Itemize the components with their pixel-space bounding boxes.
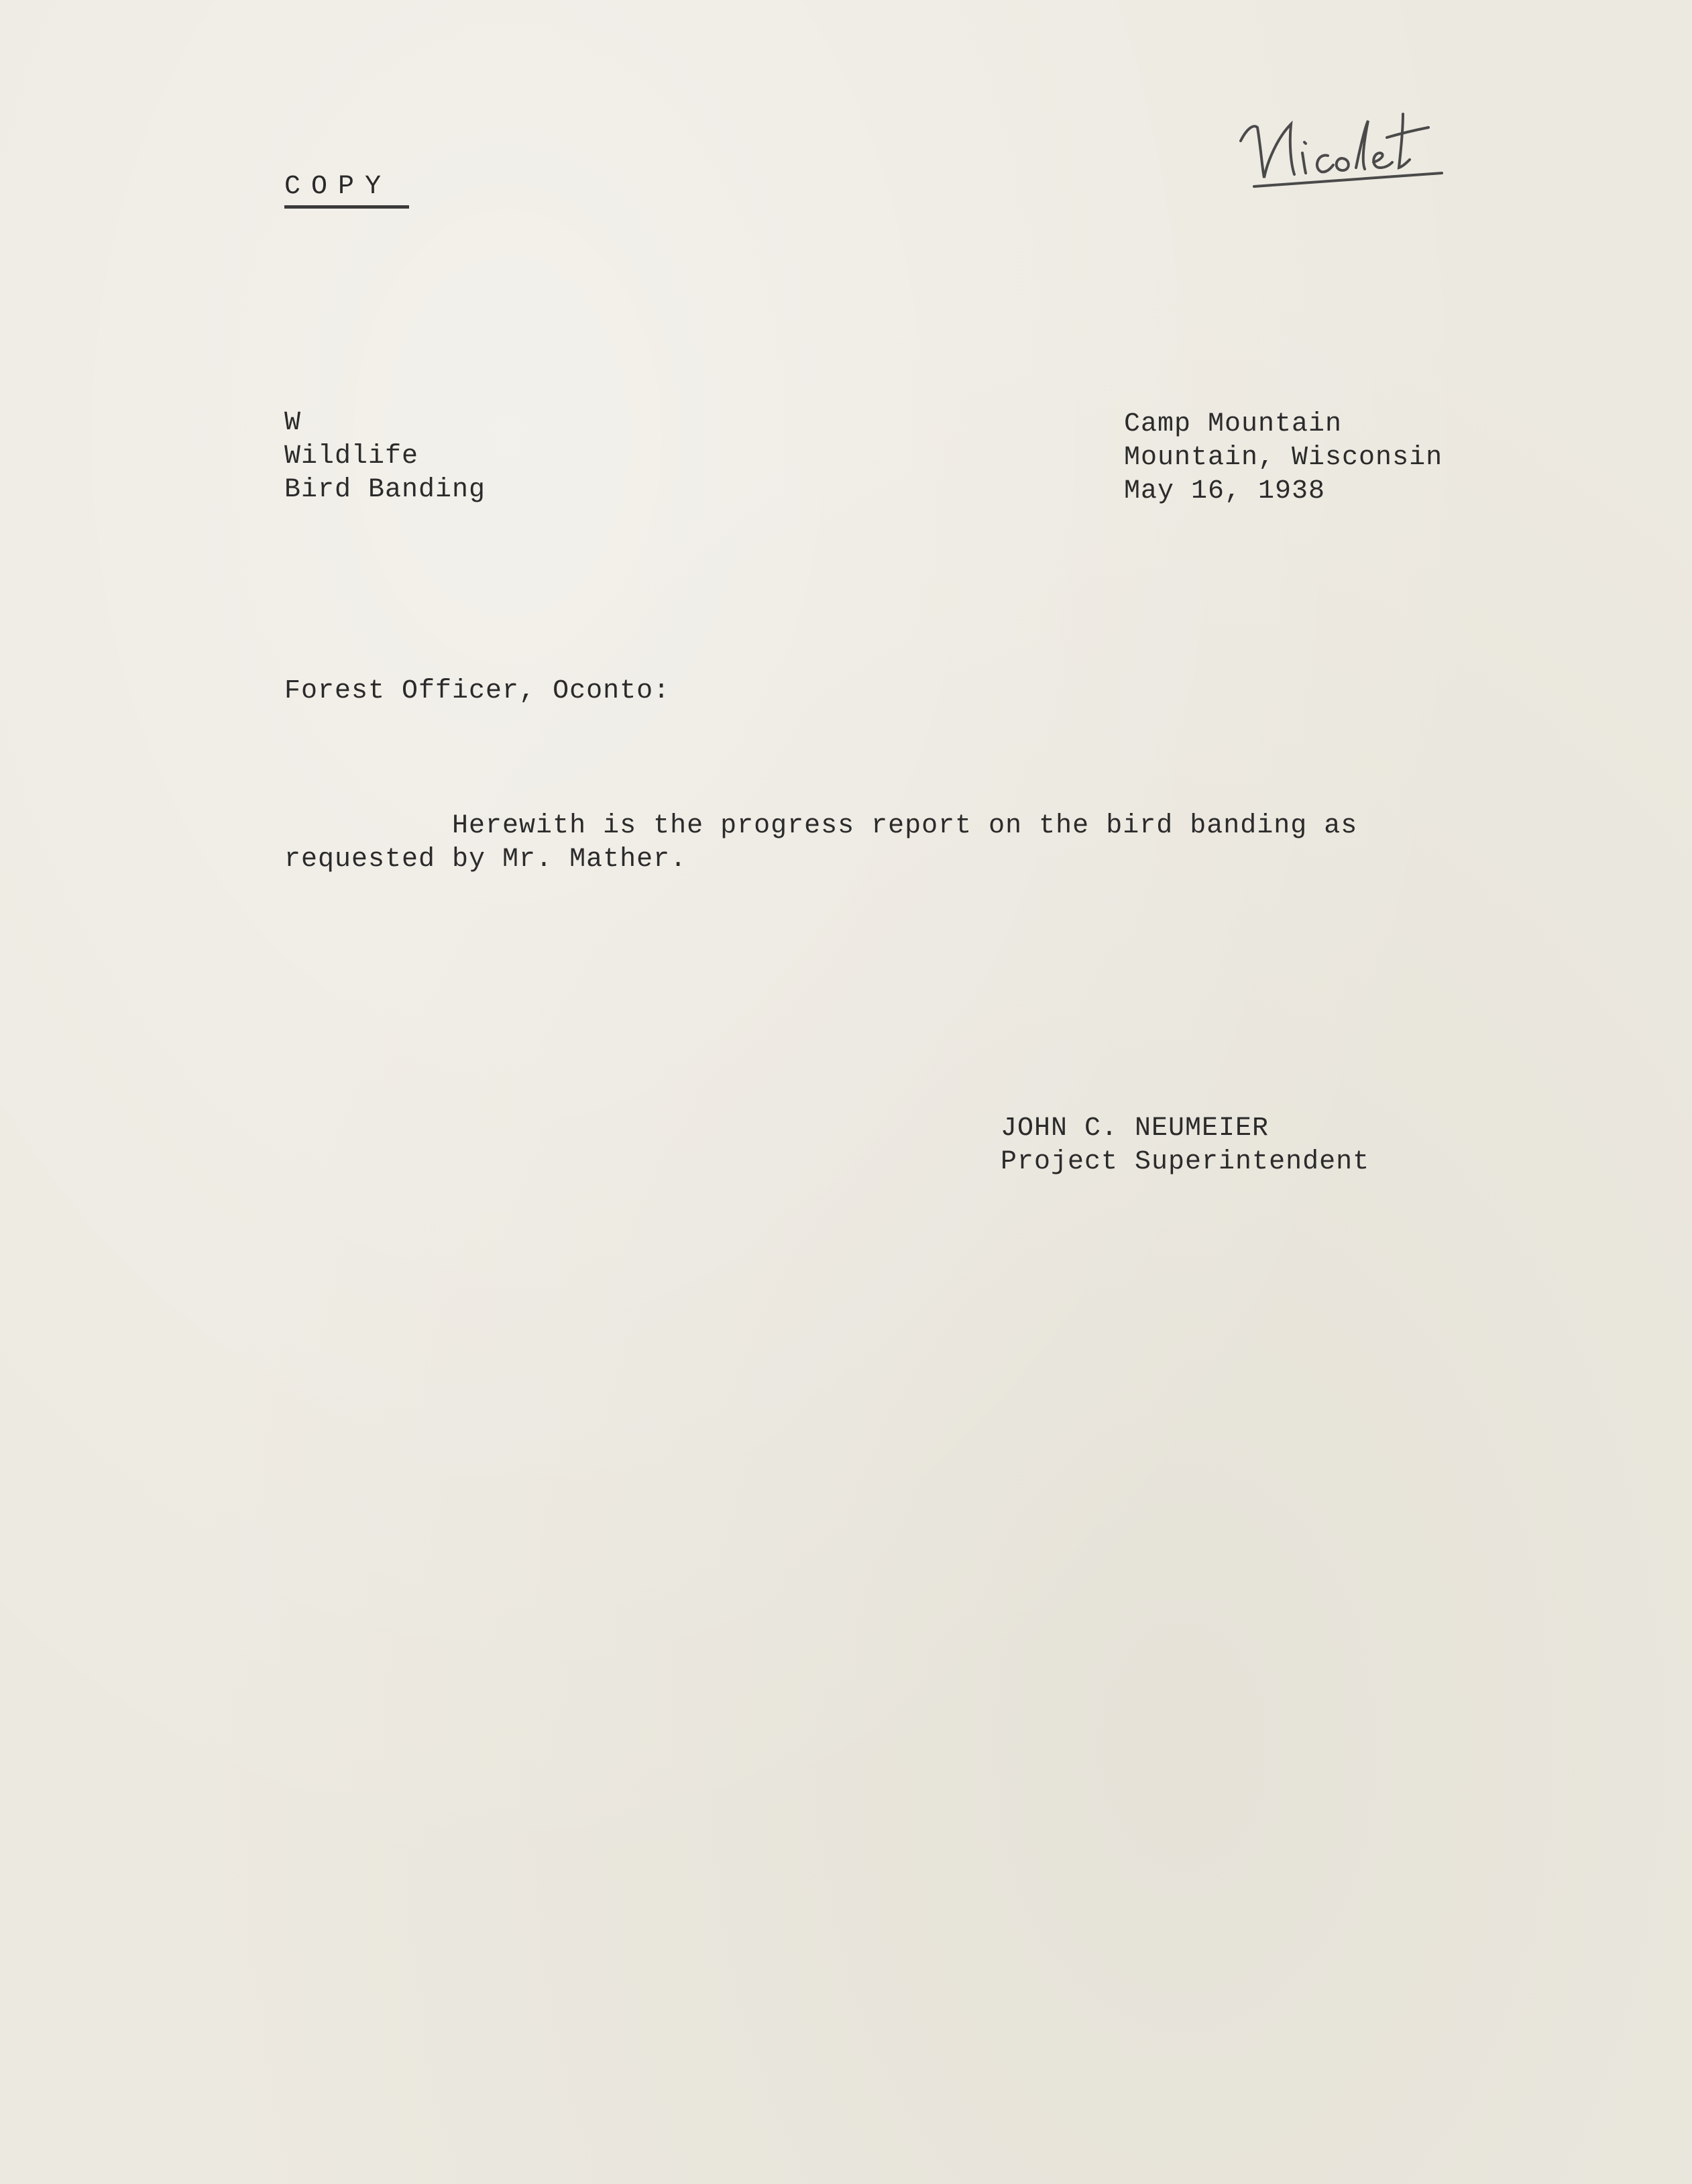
sender-address-block (1124, 408, 1443, 508)
file-code-bird-banding: Bird Banding (284, 475, 486, 505)
signature-block (1001, 1112, 1369, 1179)
letter-date: May 16, 1938 (1124, 476, 1326, 506)
signer-name: JOHN C. NEUMEIER (1001, 1113, 1270, 1144)
file-code-w: W (284, 408, 302, 438)
sender-location: Mountain, Wisconsin (1124, 443, 1443, 473)
salutation: Forest Officer, Oconto: (284, 676, 671, 706)
handwritten-note-drawing (1227, 101, 1455, 195)
letter-body (284, 810, 1357, 877)
body-line-2: requested by Mr. Mather. (284, 844, 687, 875)
file-code-wildlife: Wildlife (284, 441, 419, 472)
file-codes-block (284, 406, 486, 507)
handwritten-nicolet-note (1227, 101, 1455, 195)
copy-label: COPY (284, 172, 392, 202)
sender-camp: Camp Mountain (1124, 409, 1343, 439)
copy-underline (284, 205, 409, 209)
body-line-1: Herewith is the progress report on the bird banding as (284, 811, 1358, 841)
signer-title: Project Superintendent (1001, 1147, 1370, 1177)
